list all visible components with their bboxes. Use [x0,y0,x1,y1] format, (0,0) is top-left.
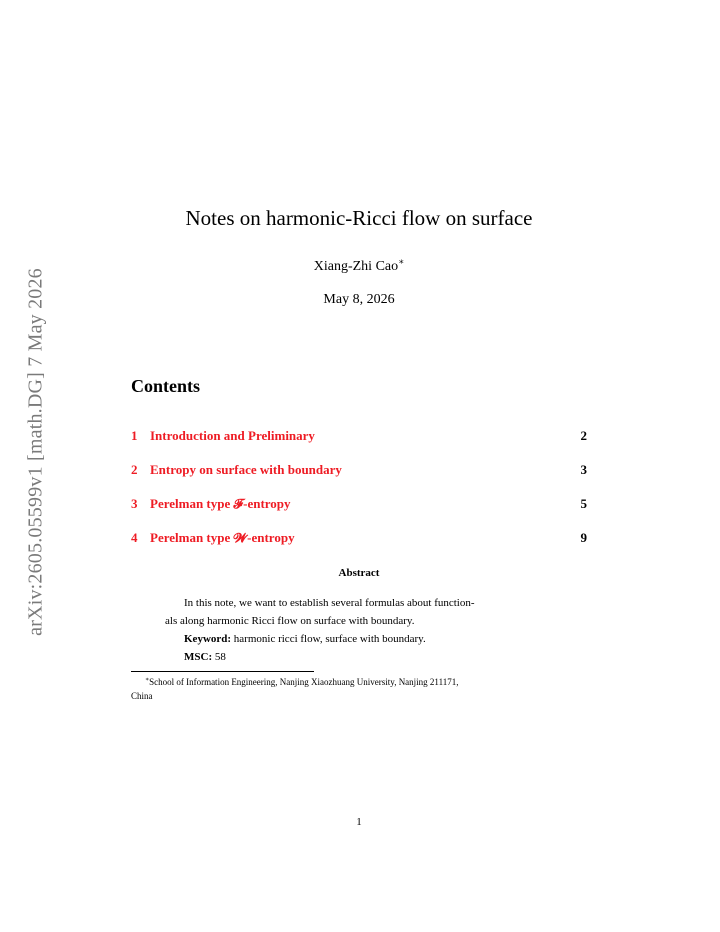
toc-entry-page: 3 [580,462,587,477]
footnote-line: China [131,691,153,701]
footnote-divider [131,671,314,672]
abstract-text-line: In this note, we want to establish several formulas about function- [184,597,475,609]
author-line [131,258,587,276]
contents-heading: Contents [131,376,201,396]
toc-entry-number[interactable]: 4 [131,530,138,545]
toc-entry-entropy-boundary[interactable] [131,461,587,495]
paper-title: Notes on harmonic-Ricci flow on surface [185,206,533,230]
page-number: 1 [356,816,362,828]
paper-date: May 8, 2026 [323,292,395,307]
toc-entry-number[interactable]: 1 [131,428,138,443]
affiliation-footnote [131,675,587,703]
abstract-text-line: als along harmonic Ricci flow on surface with boundary. [165,615,415,627]
abstract-heading: Abstract [338,567,380,579]
keyword-label: Keyword: [184,633,232,645]
toc-entry-w-entropy[interactable] [131,529,587,563]
abstract-body [165,594,555,666]
footnote-text: School of Information Engineering, Nanjing Xiaozhuang University, Nanjing 211171, [149,677,459,687]
toc-entry-page: 9 [580,530,587,545]
arxiv-identifier: arXiv:2605.05599v1 [math.DG] 7 May 2026 [24,268,47,636]
toc-entry-link[interactable]: Introduction and Preliminary [150,428,315,443]
keyword-value: harmonic ricci flow, surface with boundary. [231,633,426,645]
toc-entry-link[interactable]: Perelman type 𝓦-entropy [150,530,295,545]
msc-value: 58 [212,651,226,663]
toc-entry-number[interactable]: 3 [131,496,138,511]
author-footnote-marker[interactable]: ∗ [398,256,405,267]
toc-entry-page: 5 [580,496,587,511]
table-of-contents [131,427,587,563]
msc-label: MSC: [184,651,213,663]
toc-entry-number[interactable]: 2 [131,462,138,477]
toc-entry-page: 2 [580,428,587,443]
author-name: Xiang-Zhi Cao [313,259,399,274]
footnote-marker: ∗ [145,677,150,683]
keyword-line [165,630,555,648]
msc-line [165,648,555,666]
toc-entry-introduction[interactable] [131,427,587,461]
toc-entry-link[interactable]: Perelman type 𝓕-entropy [150,496,291,511]
toc-entry-link[interactable]: Entropy on surface with boundary [150,462,342,477]
toc-entry-f-entropy[interactable] [131,495,587,529]
footnote-line [131,675,587,689]
